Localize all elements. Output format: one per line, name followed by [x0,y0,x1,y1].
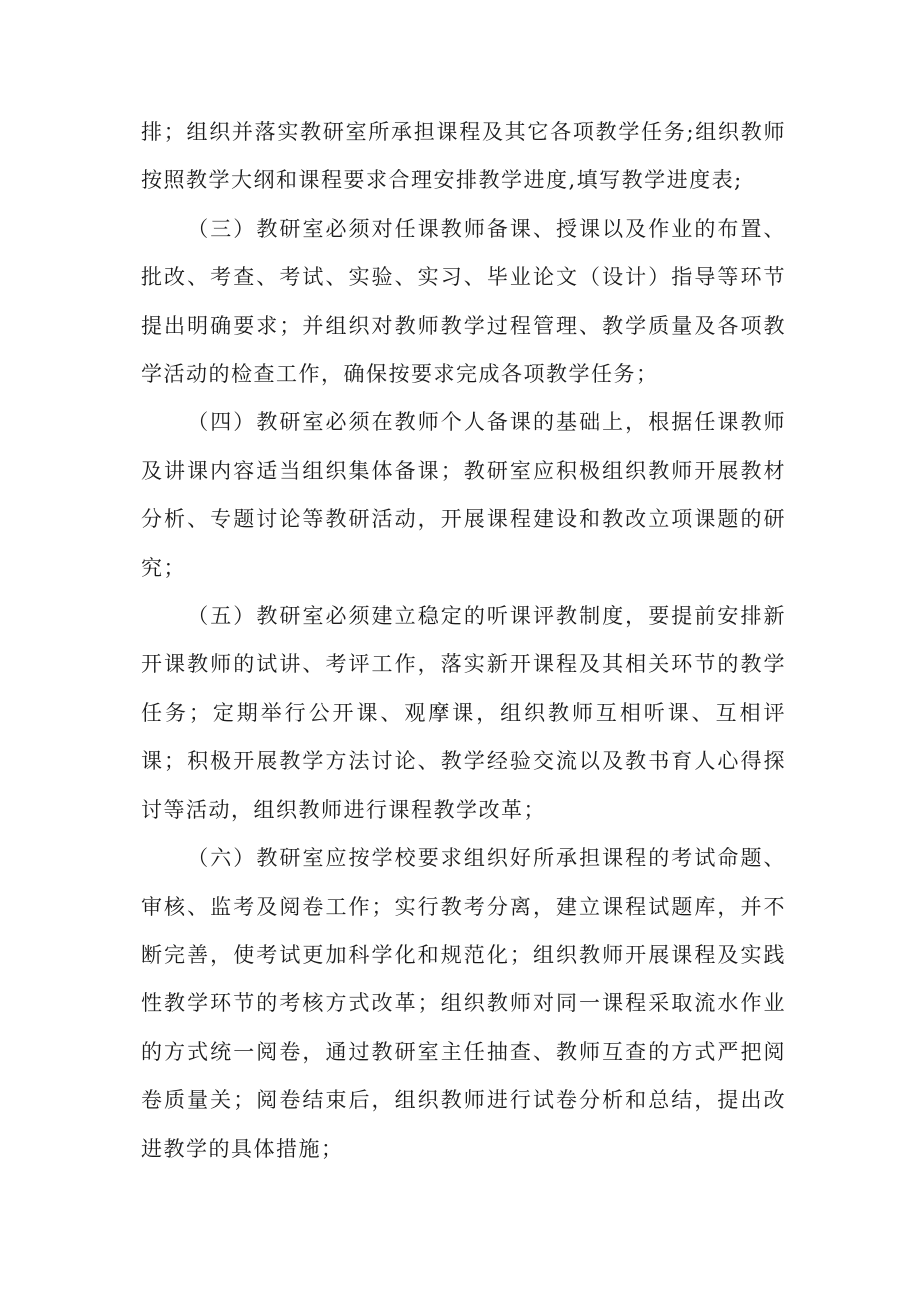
paragraph-item-3: （三）教研室必须对任课教师备课、授课以及作业的布置、批改、考查、考试、实验、实习、毕业论文（设计）指导等环节提出明确要求；并组织对教师教学过程管理、教学质量及各项教学活动的检查工作，确保按要求完成各项教学任务； [141,216,786,387]
paragraph-continued: 排；组织并落实教研室所承担课程及其它各项教学任务;组织教师按照教学大纲和课程要求合理安排教学进度,填写教学进度表; [141,120,786,193]
paragraph-item-5: （五）教研室必须建立稳定的听课评教制度，要提前安排新开课教师的试讲、考评工作，落实新开课程及其相关环节的教学任务；定期举行公开课、观摩课，组织教师互相听课、互相评课；积极开展教学方法讨论、教学经验交流以及教书育人心得探讨等活动，组织教师进行课程教学改革； [141,604,786,822]
paragraph-item-4: （四）教研室必须在教师个人备课的基础上，根据任课教师及讲课内容适当组织集体备课；教研室应积极组织教师开展教材分析、专题讨论等教研活动，开展课程建设和教改立项课题的研究； [141,410,786,580]
paragraph-item-6: （六）教研室应按学校要求组织好所承担课程的考试命题、审核、监考及阅卷工作；实行教考分离，建立课程试题库，并不断完善，使考试更加科学化和规范化；组织教师开展课程及实践性教学环节的考核方式改革；组织教师对同一课程采取流水作业的方式统一阅卷，通过教研室主任抽查、教师互查的方式严把阅卷质量关；阅卷结束后，组织教师进行试卷分析和总结，提出改进教学的具体措施； [141,846,786,1161]
document-body [141,108,786,1173]
